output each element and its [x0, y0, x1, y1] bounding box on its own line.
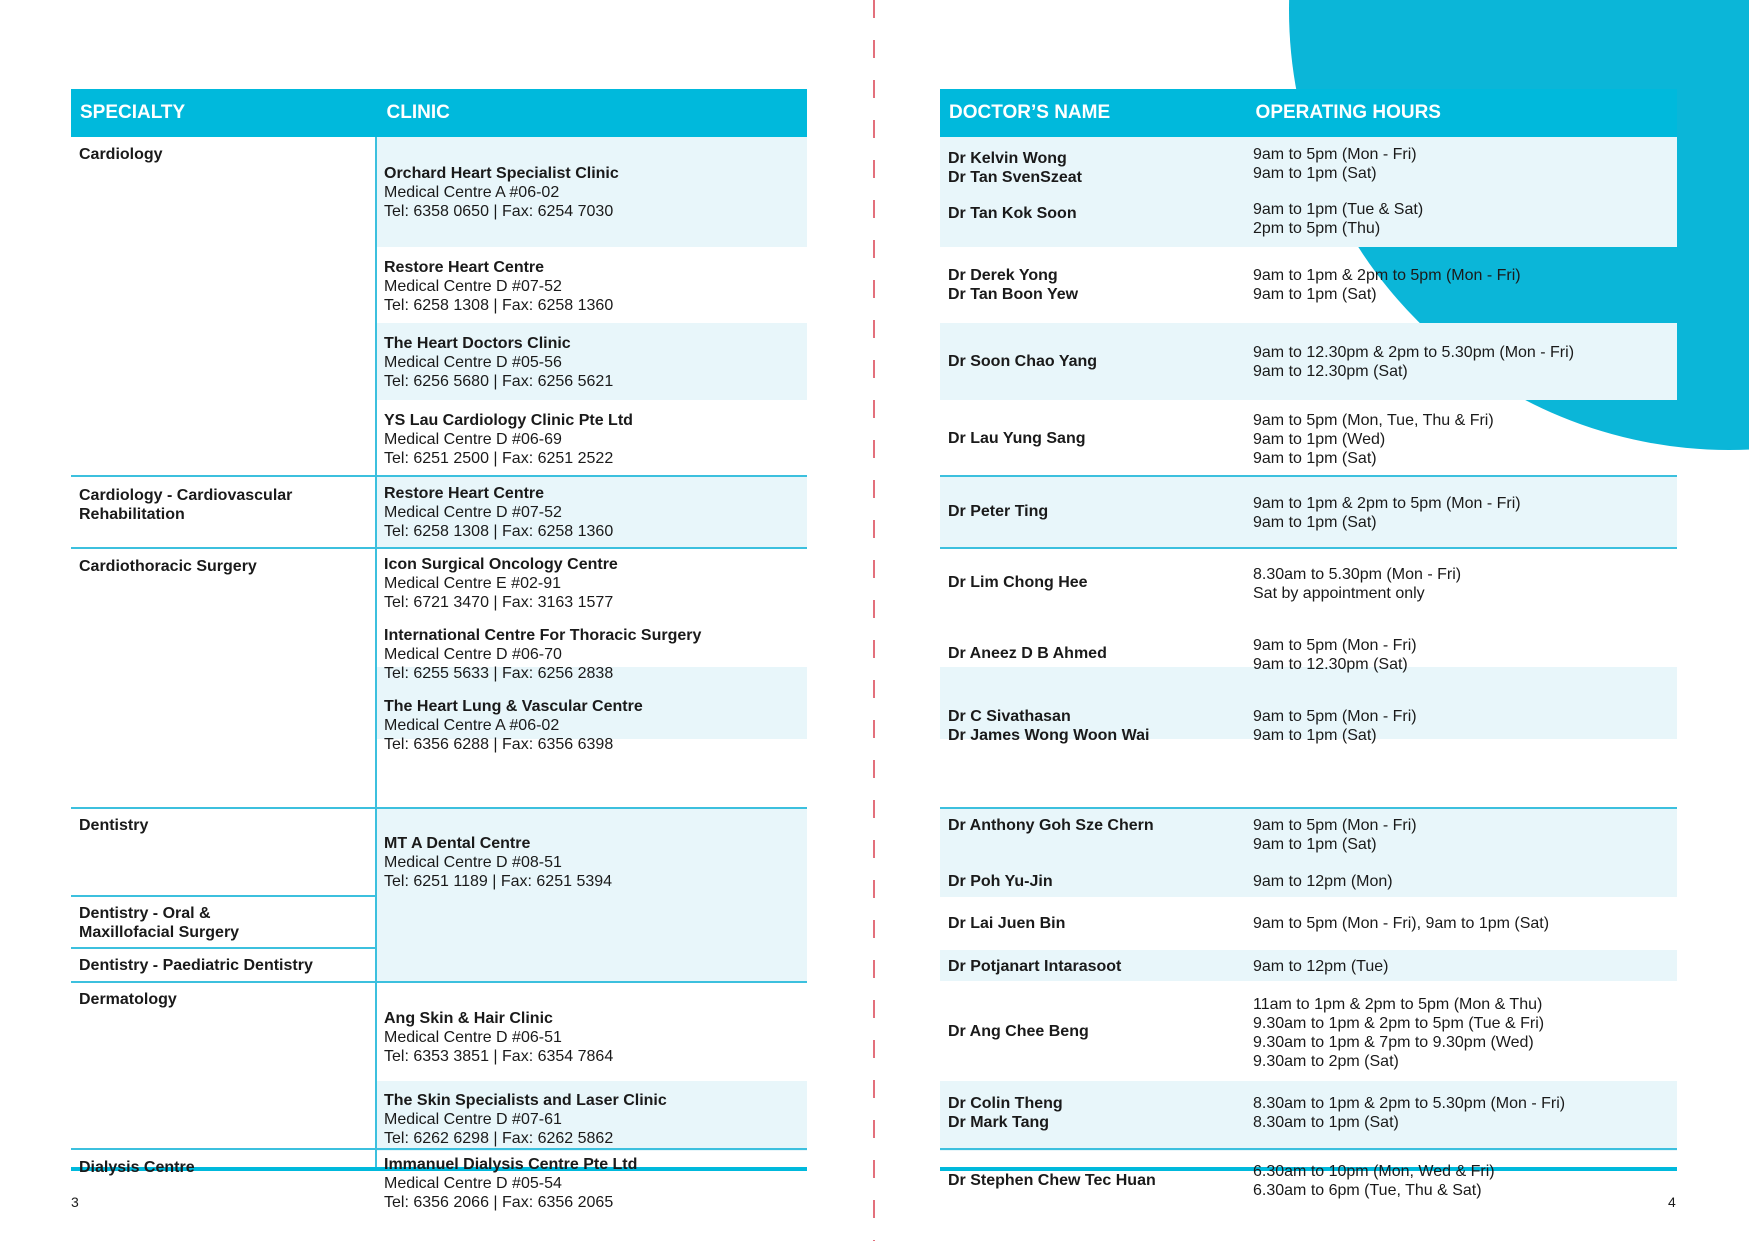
operating-hours: 6.30am to 10pm (Mon, Wed & Fri) 6.30am to 6pm (Tue, Thu & Sat)	[1253, 1163, 1495, 1199]
operating-hours: 9am to 1pm (Tue & Sat) 2pm to 5pm (Thu)	[1253, 201, 1424, 237]
page-number-right: 4	[1668, 1194, 1676, 1210]
operating-hours: 9am to 12pm (Mon)	[1253, 873, 1393, 890]
page-fold-divider	[873, 0, 875, 1241]
doctor-name: Dr Soon Chao Yang	[948, 353, 1098, 370]
specialty-dermatology: Dermatology	[79, 991, 177, 1008]
specialty-dialysis: Dialysis Centre	[79, 1159, 195, 1176]
doctor-name: Dr Lim Chong Hee	[948, 574, 1088, 591]
doctor-hours-table	[940, 89, 1677, 1199]
doctor-name: Dr Stephen Chew Tec Huan	[948, 1172, 1156, 1189]
clinic-entry: MT A Dental Centre Medical Centre D #08-51 Tel: 6251 1189 | Fax: 6251 5394	[384, 835, 613, 890]
operating-hours: 9am to 5pm (Mon - Fri) 9am to 1pm (Sat)	[1253, 817, 1417, 853]
operating-hours: 8.30am to 5.30pm (Mon - Fri) Sat by appointment only	[1253, 566, 1462, 602]
doctor-name: Dr Anthony Goh Sze Chern	[948, 817, 1154, 834]
doctor-name: Dr Potjanart Intarasoot	[948, 958, 1122, 975]
operating-hours: 9am to 1pm & 2pm to 5pm (Mon - Fri) 9am to 1pm (Sat)	[1253, 495, 1521, 531]
doctor-name: Dr Kelvin Wong Dr Tan SvenSzeat	[948, 150, 1082, 186]
clinic-entry: Icon Surgical Oncology Centre Medical Centre E #02-91 Tel: 6721 3470 | Fax: 3163 1577	[384, 556, 618, 611]
clinic-entry: The Heart Lung & Vascular Centre Medical Centre A #06-02 Tel: 6356 6288 | Fax: 6356 6398	[384, 698, 643, 753]
header-doctor: DOCTOR’S NAME	[949, 102, 1111, 123]
clinic-entry: Ang Skin & Hair Clinic Medical Centre D #06-51 Tel: 6353 3851 | Fax: 6354 7864	[384, 1010, 614, 1065]
table-body	[940, 137, 1677, 1199]
clinic-entry: Orchard Heart Specialist Clinic Medical Centre A #06-02 Tel: 6358 0650 | Fax: 6254 7030	[384, 165, 619, 220]
table-header	[71, 89, 807, 137]
table-body	[71, 137, 807, 1211]
operating-hours: 9am to 5pm (Mon - Fri), 9am to 1pm (Sat)	[1253, 915, 1550, 932]
doctor-name: Dr Peter Ting	[948, 503, 1049, 520]
doctor-name: Dr C Sivathasan Dr James Wong Woon Wai	[948, 708, 1150, 744]
operating-hours: 9am to 5pm (Mon - Fri) 9am to 1pm (Sat)	[1253, 708, 1417, 744]
clinic-entry: Immanuel Dialysis Centre Pte Ltd Medical Centre D #05-54 Tel: 6356 2066 | Fax: 6356 2065	[384, 1156, 638, 1211]
operating-hours: 9am to 12.30pm & 2pm to 5.30pm (Mon - Fri) 9am to 12.30pm (Sat)	[1253, 344, 1575, 380]
doctor-name: Dr Ang Chee Beng	[948, 1023, 1089, 1040]
clinic-entry: The Heart Doctors Clinic Medical Centre D #05-56 Tel: 6256 5680 | Fax: 6256 5621	[384, 335, 614, 390]
operating-hours: 9am to 1pm & 2pm to 5pm (Mon - Fri) 9am to 1pm (Sat)	[1253, 267, 1521, 303]
operating-hours: 8.30am to 1pm & 2pm to 5.30pm (Mon - Fri) 8.30am to 1pm (Sat)	[1253, 1095, 1566, 1131]
specialty-cardiothoracic: Cardiothoracic Surgery	[79, 558, 257, 575]
specialty-dentistry-paediatric: Dentistry - Paediatric Dentistry	[79, 957, 313, 974]
specialty-dentistry: Dentistry	[79, 817, 149, 834]
operating-hours: 11am to 1pm & 2pm to 5pm (Mon & Thu) 9.30am to 1pm & 2pm to 5pm (Tue & Fri) 9.30am to 1pm & 7pm to 9.30pm (Wed) 9.30am to 2pm (Sat)	[1253, 996, 1545, 1070]
specialty-clinic-table	[71, 89, 807, 1211]
clinic-entry: The Skin Specialists and Laser Clinic Medical Centre D #07-61 Tel: 6262 6298 | Fax: 6262 5862	[384, 1092, 667, 1147]
operating-hours: 9am to 12pm (Tue)	[1253, 958, 1389, 975]
doctor-name: Dr Lau Yung Sang	[948, 430, 1086, 447]
table-header	[940, 89, 1677, 137]
page-number-left: 3	[71, 1194, 79, 1210]
header-clinic: CLINIC	[386, 102, 450, 123]
specialty-cardio-rehab: Cardiology - Cardiovascular Rehabilitation	[79, 487, 293, 523]
clinic-entry: Restore Heart Centre Medical Centre D #07-52 Tel: 6258 1308 | Fax: 6258 1360	[384, 485, 614, 540]
operating-hours: 9am to 5pm (Mon - Fri) 9am to 12.30pm (Sat)	[1253, 637, 1417, 673]
header-hours: OPERATING HOURS	[1255, 102, 1441, 123]
doctor-name: Dr Tan Kok Soon	[948, 205, 1077, 222]
doctor-name: Dr Colin Theng Dr Mark Tang	[948, 1095, 1063, 1131]
operating-hours: 9am to 5pm (Mon, Tue, Thu & Fri) 9am to 1pm (Wed) 9am to 1pm (Sat)	[1253, 412, 1494, 467]
clinic-entry: International Centre For Thoracic Surgery Medical Centre D #06-70 Tel: 6255 5633 | Fax: 6256 2838	[384, 627, 702, 682]
header-specialty: SPECIALTY	[80, 102, 186, 123]
specialty-cardiology: Cardiology	[79, 146, 163, 163]
clinic-entry: Restore Heart Centre Medical Centre D #07-52 Tel: 6258 1308 | Fax: 6258 1360	[384, 259, 614, 314]
doctor-name: Dr Poh Yu-Jin	[948, 873, 1053, 890]
operating-hours: 9am to 5pm (Mon - Fri) 9am to 1pm (Sat)	[1253, 146, 1417, 182]
doctor-name: Dr Lai Juen Bin	[948, 915, 1066, 932]
doctor-name: Dr Aneez D B Ahmed	[948, 645, 1107, 662]
doctor-name: Dr Derek Yong Dr Tan Boon Yew	[948, 267, 1079, 303]
clinic-entry: YS Lau Cardiology Clinic Pte Ltd Medical Centre D #06-69 Tel: 6251 2500 | Fax: 6251 2522	[384, 412, 633, 467]
specialty-dentistry-oral: Dentistry - Oral & Maxillofacial Surgery	[79, 905, 240, 941]
